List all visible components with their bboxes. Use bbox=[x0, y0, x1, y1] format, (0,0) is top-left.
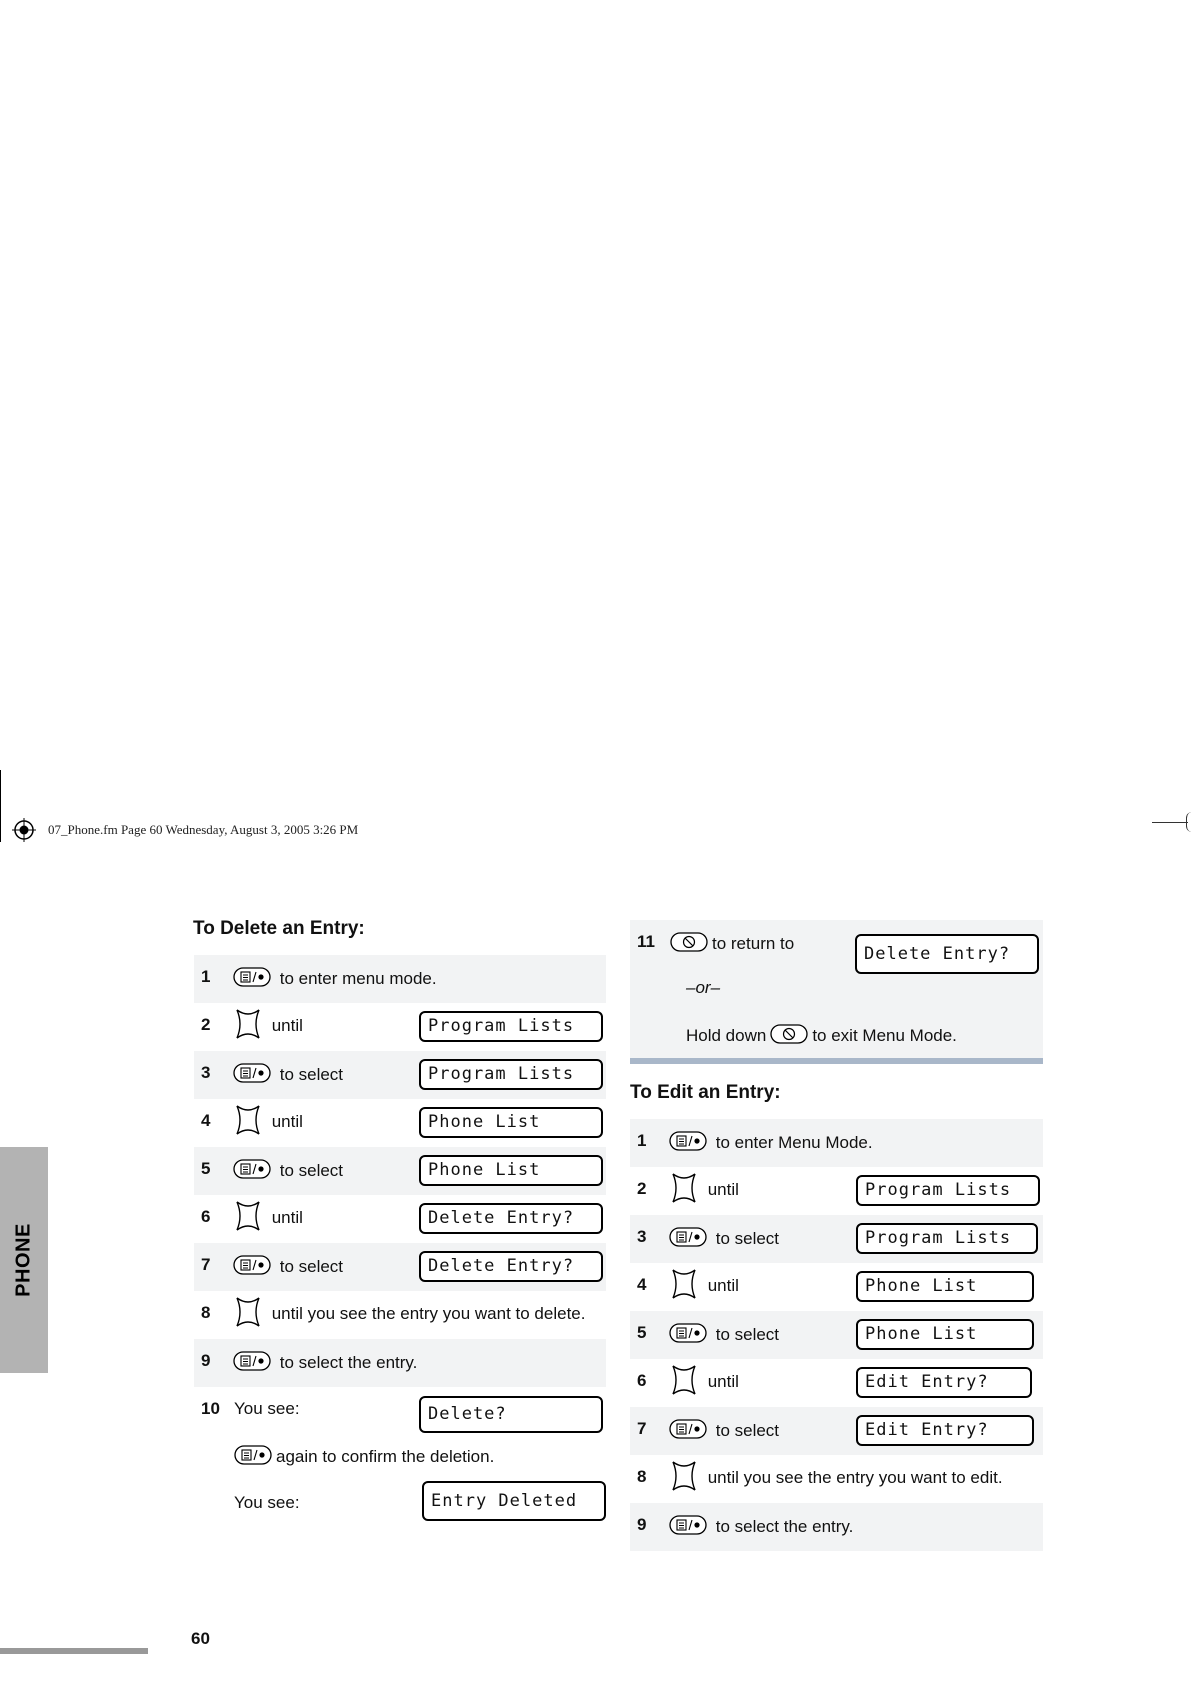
scroll-key-icon bbox=[669, 1170, 699, 1211]
menu-select-button-icon bbox=[669, 1227, 707, 1252]
lcd-display: Phone List bbox=[856, 1319, 1034, 1350]
step-row bbox=[630, 1119, 1043, 1167]
step-text: to select the entry. bbox=[275, 1352, 418, 1372]
scroll-key-icon bbox=[233, 1102, 263, 1143]
step-row bbox=[194, 1291, 606, 1339]
lcd-display: Phone List bbox=[856, 1271, 1034, 1302]
scroll-key-icon bbox=[669, 1458, 699, 1499]
step-text: until bbox=[267, 1207, 303, 1227]
step-number: 10 bbox=[201, 1399, 220, 1418]
step-row bbox=[194, 1387, 606, 1523]
lcd-display: Program Lists bbox=[856, 1223, 1038, 1254]
step-text: until bbox=[267, 1111, 303, 1131]
menu-select-button-icon bbox=[234, 1445, 272, 1470]
step-number: 3 bbox=[637, 1227, 647, 1246]
step-instruction bbox=[233, 1198, 303, 1239]
step-number: 6 bbox=[637, 1371, 647, 1390]
step-instruction bbox=[233, 1294, 585, 1335]
step-text: until bbox=[703, 1179, 739, 1199]
step-row bbox=[630, 1503, 1043, 1551]
edit-steps-table bbox=[630, 1119, 1043, 1543]
step-instruction bbox=[669, 1458, 1003, 1499]
step-number: 9 bbox=[637, 1515, 647, 1534]
step-text: until bbox=[703, 1371, 739, 1391]
step-instruction bbox=[233, 1102, 303, 1143]
step-instruction bbox=[669, 1131, 873, 1156]
lcd-display: Program Lists bbox=[419, 1059, 603, 1090]
step-row bbox=[194, 955, 606, 1003]
menu-select-button-icon bbox=[233, 967, 271, 992]
return-step-box bbox=[630, 920, 1043, 1061]
step-number: 4 bbox=[637, 1275, 647, 1294]
step-row bbox=[630, 1359, 1043, 1407]
lcd-display: Program Lists bbox=[419, 1011, 603, 1042]
delete-section-title: To Delete an Entry: bbox=[193, 918, 365, 939]
step-text: to select bbox=[275, 1256, 344, 1276]
step-row bbox=[630, 1455, 1043, 1503]
step-text: to select bbox=[711, 1420, 780, 1440]
lcd-display: Phone List bbox=[419, 1107, 603, 1138]
step-instruction bbox=[233, 967, 437, 992]
menu-select-button-icon bbox=[233, 1255, 271, 1280]
menu-select-button-icon bbox=[233, 1351, 271, 1376]
step-number: 7 bbox=[637, 1419, 647, 1438]
step-number: 2 bbox=[201, 1015, 211, 1034]
lcd-display: Delete Entry? bbox=[419, 1251, 603, 1282]
step-row bbox=[194, 1339, 606, 1387]
end-key-icon bbox=[670, 932, 708, 957]
step-text: until bbox=[267, 1015, 303, 1035]
end-key-icon bbox=[770, 1024, 808, 1049]
step-text: to select bbox=[711, 1228, 780, 1248]
step-instruction bbox=[669, 1323, 779, 1348]
registration-mark-icon bbox=[12, 818, 36, 842]
step-row bbox=[194, 1243, 606, 1291]
menu-select-button-icon bbox=[669, 1515, 707, 1540]
step-number: 7 bbox=[201, 1255, 211, 1274]
side-tab-label: PHONE bbox=[12, 1223, 35, 1297]
scroll-key-icon bbox=[669, 1362, 699, 1403]
step-row bbox=[630, 1167, 1043, 1215]
step-row bbox=[194, 1099, 606, 1147]
step-text: to enter menu mode. bbox=[275, 968, 437, 988]
step-number: 1 bbox=[201, 967, 211, 986]
step-number: 8 bbox=[201, 1303, 211, 1322]
step-text: to select bbox=[275, 1160, 344, 1180]
step-number: 4 bbox=[201, 1111, 211, 1130]
step-instruction bbox=[669, 1419, 779, 1444]
step-row bbox=[630, 1407, 1043, 1455]
delete-steps-table bbox=[194, 955, 606, 1523]
step-instruction bbox=[669, 1515, 853, 1540]
step-instruction bbox=[233, 1351, 417, 1376]
step-text: to select bbox=[711, 1324, 780, 1344]
step-number: 5 bbox=[637, 1323, 647, 1342]
return-step-text: to return to bbox=[670, 932, 794, 957]
edit-section-title: To Edit an Entry: bbox=[630, 1082, 781, 1103]
step-row bbox=[630, 1311, 1043, 1359]
section-divider bbox=[630, 1058, 1043, 1064]
confirm-text: again to confirm the deletion. bbox=[230, 1445, 494, 1470]
step-number: 2 bbox=[637, 1179, 647, 1198]
scroll-key-icon bbox=[233, 1006, 263, 1047]
lcd-display: Edit Entry? bbox=[856, 1415, 1034, 1446]
step-number: 8 bbox=[637, 1467, 647, 1486]
crop-mark-left bbox=[0, 770, 1, 842]
step-row bbox=[194, 1003, 606, 1051]
step-text: You see: bbox=[234, 1399, 300, 1418]
step-instruction bbox=[669, 1266, 739, 1307]
lcd-display: Delete Entry? bbox=[419, 1203, 603, 1234]
menu-select-button-icon bbox=[669, 1323, 707, 1348]
scroll-key-icon bbox=[233, 1198, 263, 1239]
menu-select-button-icon bbox=[669, 1131, 707, 1156]
lcd-display: Delete? bbox=[419, 1396, 603, 1433]
lcd-display: Entry Deleted bbox=[422, 1481, 606, 1521]
step-text: You see: bbox=[234, 1493, 300, 1512]
step-number: 1 bbox=[637, 1131, 647, 1150]
scroll-key-icon bbox=[669, 1266, 699, 1307]
step-row bbox=[194, 1051, 606, 1099]
step-instruction bbox=[669, 1170, 739, 1211]
step-number: 3 bbox=[201, 1063, 211, 1082]
registration-mark-right-icon bbox=[1186, 812, 1191, 832]
menu-select-button-icon bbox=[233, 1159, 271, 1184]
step-number: 6 bbox=[201, 1207, 211, 1226]
step-text: to select bbox=[275, 1064, 344, 1084]
step-number: 5 bbox=[201, 1159, 211, 1178]
step-text: to select the entry. bbox=[711, 1516, 854, 1536]
step-instruction bbox=[233, 1063, 343, 1088]
menu-select-button-icon bbox=[669, 1419, 707, 1444]
step-number: 11 bbox=[637, 932, 655, 951]
step-text: to enter Menu Mode. bbox=[711, 1132, 873, 1152]
lcd-display: Delete Entry? bbox=[855, 934, 1039, 974]
section-side-tab bbox=[0, 1147, 48, 1373]
step-row bbox=[194, 1195, 606, 1243]
or-separator: –or– bbox=[686, 978, 721, 997]
step-row bbox=[630, 1263, 1043, 1311]
lcd-display: Phone List bbox=[419, 1155, 603, 1186]
step-row bbox=[194, 1147, 606, 1195]
lcd-display: Edit Entry? bbox=[856, 1367, 1032, 1398]
step-text: until bbox=[703, 1275, 739, 1295]
page-number: 60 bbox=[191, 1629, 210, 1648]
crop-mark-right bbox=[1152, 822, 1188, 823]
step-text: until you see the entry you want to edit. bbox=[703, 1467, 1003, 1487]
file-header: 07_Phone.fm Page 60 Wednesday, August 3, 2005 3:26 PM bbox=[48, 822, 359, 837]
scroll-key-icon bbox=[233, 1294, 263, 1335]
hold-down-text: Hold down to exit Menu Mode. bbox=[686, 1024, 957, 1049]
step-instruction bbox=[233, 1006, 303, 1047]
footer-bar bbox=[0, 1648, 148, 1654]
lcd-display: Program Lists bbox=[856, 1175, 1040, 1206]
step-instruction bbox=[669, 1362, 739, 1403]
step-number: 9 bbox=[201, 1351, 211, 1370]
step-instruction bbox=[233, 1255, 343, 1280]
step-instruction bbox=[669, 1227, 779, 1252]
step-text: until you see the entry you want to delete. bbox=[267, 1303, 586, 1323]
step-row bbox=[630, 1215, 1043, 1263]
step-instruction bbox=[233, 1159, 343, 1184]
menu-select-button-icon bbox=[233, 1063, 271, 1088]
